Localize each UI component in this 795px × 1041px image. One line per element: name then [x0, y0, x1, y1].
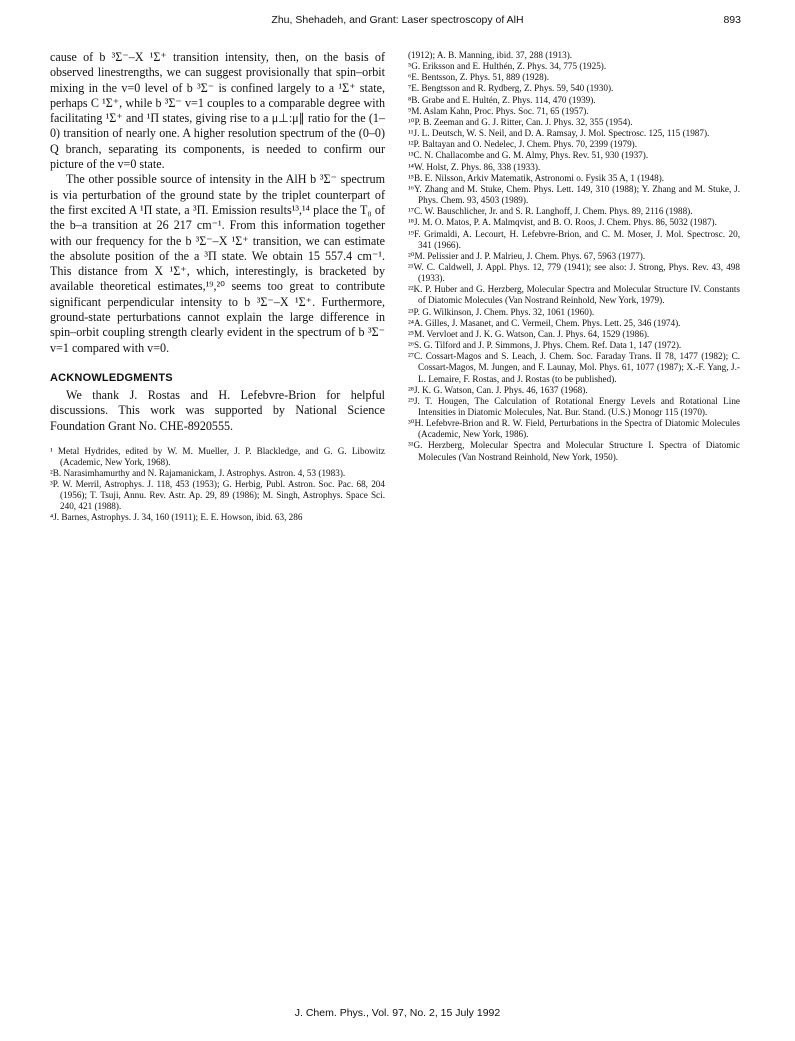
footnote-item: ²B. Narasimhamurthy and N. Rajamanickam, J. Astrophys. Astron. 4, 53 (1983). [50, 468, 346, 479]
page-number: 893 [723, 14, 741, 26]
reference-item: ²⁰M. Pelissier and J. P. Malrieu, J. Chem. Phys. 67, 5963 (1977). [408, 250, 646, 261]
reference-item: ²¹W. C. Caldwell, J. Appl. Phys. 12, 779 (1941); see also: J. Strong, Phys. Rev. 43, 498 (1933). [408, 261, 740, 284]
reference-item: ²⁶S. G. Tilford and J. P. Simmons, J. Phys. Chem. Ref. Data 1, 147 (1972). [408, 340, 682, 351]
reference-item: ²⁷C. Cossart-Magos and S. Leach, J. Chem. Soc. Faraday Trans. II 78, 1477 (1982); C. Cossart-Magos, M. Jungen, and F. Launay, Mol. Phys. 61, 1077 (1987); X.-F. Yang, J.-L. Lemaire, F. Rostas, and J. Rostas (to be published). [408, 351, 740, 384]
reference-item: ²⁵M. Vervloet and J. K. G. Watson, Can. J. Phys. 64, 1529 (1986). [408, 328, 650, 339]
reference-item: ¹⁵B. E. Nilsson, Arkiv Matematik, Astronomi o. Fysik 35 A, 1 (1948). [408, 172, 665, 183]
reference-item: ³⁰H. Lefebvre-Brion and R. W. Field, Perturbations in the Spectra of Diatomic Molecules (Academic, New York, 1986). [408, 418, 740, 440]
reference-item: ¹²P. Baltayan and O. Nedelec, J. Chem. Phys. 70, 2399 (1979). [408, 139, 638, 150]
reference-item: ²⁸J. K. G. Watson, Can. J. Phys. 46, 1637 (1968). [408, 384, 588, 395]
reference-item: ⁵G. Eriksson and E. Hulthén, Z. Phys. 34, 775 (1925). [408, 61, 607, 72]
reference-item: ⁸B. Grabe and E. Hultén, Z. Phys. 114, 470 (1939). [408, 94, 596, 105]
reference-item: ²³P. G. Wilkinson, J. Chem. Phys. 32, 1061 (1960). [408, 306, 595, 317]
acknowledgments-text: We thank J. Rostas and H. Lefebvre-Brion for helpful discussions. This work was supported by National Science Foundation Grant No. CHE-8920555. [50, 387, 385, 433]
reference-item: (1912); A. B. Manning, ibid. 37, 288 (1913). [408, 50, 573, 60]
reference-item: ¹⁹F. Grimaldi, A. Lecourt, H. Lefebvre-Brion, and C. M. Moser, J. Mol. Spectrosc. 20, 341 (1966). [408, 228, 740, 250]
footnote-list [50, 446, 385, 524]
right-column-references [408, 50, 740, 463]
reference-item: ¹⁰P. B. Zeeman and G. J. Ritter, Can. J. Phys. 32, 355 (1954). [408, 116, 633, 127]
running-header [0, 10, 795, 30]
footnote-item: ¹ Metal Hydrides, edited by W. M. Mueller, J. P. Blackledge, and G. G. Libowitz (Academic, New York, 1968). [50, 445, 385, 467]
reference-item: ³¹G. Herzberg, Molecular Spectra and Molecular Structure I. Spectra of Diatomic Molecules (Van Nostrand Reinhold, New York, 1950). [408, 440, 740, 462]
reference-item: ⁷E. Bengtsson and R. Rydberg, Z. Phys. 59, 540 (1930). [408, 83, 614, 94]
journal-citation-footer: J. Chem. Phys., Vol. 97, No. 2, 15 July 1992 [294, 1007, 501, 1019]
reference-item: ²⁹J. T. Hougen, The Calculation of Rotational Energy Levels and Rotational Line Intensities in Diatomic Molecules, Nat. Bur. Stand. (U.S.) Monogr 115 (1970). [408, 395, 740, 417]
footnote-item: ³P. W. Merril, Astrophys. J. 118, 453 (1953); G. Herbig, Publ. Astron. Soc. Pac. 68, 204 (1956); T. Tsuji, Annu. Rev. Astr. Ap. 29, 89 (1986); M. Singh, Astrophys. Space Sci. 240, 421 (1988). [50, 479, 385, 512]
body-paragraph: The other possible source of intensity in the AlH b ³Σ⁻ spectrum is via perturbation of the ground state by the triplet counterpart of the first excited A ¹Π state, a ³Π. Emission results¹³,¹⁴ place the T₀ of the b–a transition at 26 217 cm⁻¹. From this information together with our frequency for the b ³Σ⁻–X ¹Σ⁺ transition, we can estimate the absolute position of the a ³Π state. We obtain 15 557.4 cm⁻¹. This distance from X ¹Σ⁺, which, interestingly, is bracketed by available theoretical estimates,¹⁹,²⁰ seems too great to contribute significant perpendicular intensity to b ³Σ⁻–X ¹Σ⁺. Furthermore, ground-state perturbations cannot explain the large difference in spin–orbit coupling strength clearly evident in the spectrum of b ³Σ⁻ v=1 compared with v=0. [50, 172, 385, 355]
reference-item: ¹⁶Y. Zhang and M. Stuke, Chem. Phys. Lett. 149, 310 (1988); Y. Zhang and M. Stuke, J. Phys. Chem. 93, 4503 (1989). [408, 183, 740, 206]
reference-item: ⁹M. Aslam Kahn, Proc. Phys. Soc. 71, 65 (1957). [408, 105, 589, 116]
acknowledgments-heading: ACKNOWLEDGMENTS [50, 371, 173, 384]
body-paragraph: cause of b ³Σ⁻–X ¹Σ⁺ transition intensity, then, on the basis of observed linestrengths, we can suggest provisionally that spin–orbit mixing in the v=0 level of b ³Σ⁻ is confined largely to a ¹Σ⁺ state, perhaps C ¹Σ⁺, while b ³Σ⁻ v=1 couples to a comparable degree with facilitating ¹Σ⁺ and ¹Π states, giving rise to a μ⊥:μ∥ ratio for the (1–0) transition of nearly one. A higher resolution spectrum of the (0–0) Q branch, separating its components, is needed to confirm our picture of the v=0 state. [50, 50, 385, 172]
footnote-item: ⁴J. Barnes, Astrophys. J. 34, 160 (1911); E. E. Howson, ibid. 63, 286 [50, 512, 303, 523]
reference-item: ¹⁴W. Holst, Z. Phys. 86, 338 (1933). [408, 161, 541, 172]
reference-item: ¹⁷C. W. Bauschlicher, Jr. and S. R. Langhoff, J. Chem. Phys. 89, 2116 (1988). [408, 206, 693, 217]
left-column [50, 50, 385, 523]
reference-item: ⁶E. Bentsson, Z. Phys. 51, 889 (1928). [408, 72, 550, 83]
reference-item: ²⁴A. Gilles, J. Masanet, and C. Vermeil, Chem. Phys. Lett. 25, 346 (1974). [408, 317, 681, 328]
reference-item: ¹³C. N. Challacombe and G. M. Almy, Phys. Rev. 51, 930 (1937). [408, 150, 649, 161]
reference-item: ¹¹J. L. Deutsch, W. S. Neil, and D. A. Ramsay, J. Mol. Spectrosc. 125, 115 (1987). [408, 128, 710, 139]
reference-item: ²²K. P. Huber and G. Herzberg, Molecular Spectra and Molecular Structure IV. Constants of Diatomic Molecules (Van Nostrand Reinhold, New York, 1979). [408, 284, 740, 306]
running-title: Zhu, Shehadeh, and Grant: Laser spectroscopy of AlH [271, 14, 524, 26]
reference-item: ¹⁸J. M. O. Matos, P. A. Malmqvist, and B. O. Roos, J. Chem. Phys. 86, 5032 (1987). [408, 217, 717, 228]
